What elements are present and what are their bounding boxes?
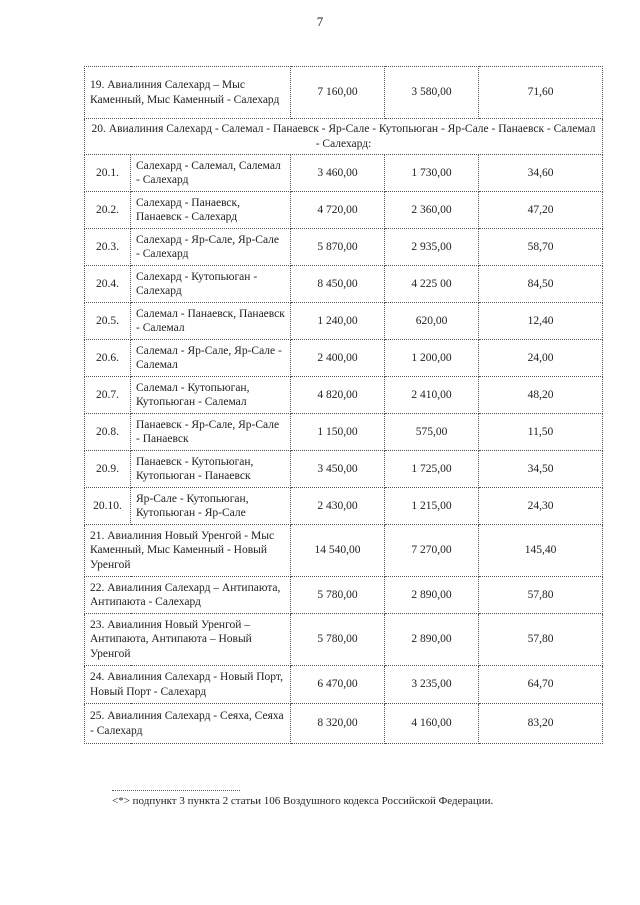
- fare-half-cell: 3 580,00: [385, 67, 479, 119]
- route-name-cell: Салемал - Кутопьюган, Кутопьюган - Салемал: [131, 377, 291, 414]
- fare-rate-cell: 48,20: [479, 377, 603, 414]
- page-number: 7: [316, 14, 324, 29]
- route-name-cell: Салехард - Яр-Сале, Яр-Сале - Салехард: [131, 229, 291, 266]
- fare-rate-cell: 12,40: [479, 303, 603, 340]
- fare-full-cell: 5 780,00: [291, 614, 385, 666]
- fare-full-cell: 7 160,00: [291, 67, 385, 119]
- row-index-cell: 20.3.: [85, 229, 131, 266]
- fare-rate-cell: 24,30: [479, 488, 603, 525]
- fare-full-cell: 8 320,00: [291, 704, 385, 744]
- fare-half-cell: 1 200,00: [385, 340, 479, 377]
- footnote-divider: [112, 790, 240, 791]
- fare-rate-cell: 64,70: [479, 666, 603, 704]
- fare-rate-cell: 58,70: [479, 229, 603, 266]
- fare-half-cell: 575,00: [385, 414, 479, 451]
- fare-half-cell: 2 935,00: [385, 229, 479, 266]
- table-row: [85, 119, 603, 155]
- fare-full-cell: 4 820,00: [291, 377, 385, 414]
- fare-full-cell: 14 540,00: [291, 525, 385, 577]
- route-name-cell: 21. Авиалиния Новый Уренгой - Мыс Каменный, Мыс Каменный - Новый Уренгой: [85, 525, 291, 577]
- fare-full-cell: 6 470,00: [291, 666, 385, 704]
- route-name-cell: 22. Авиалиния Салехард – Антипаюта, Антипаюта - Салехард: [85, 577, 291, 614]
- table-row: [85, 303, 603, 340]
- row-index-cell: 20.2.: [85, 192, 131, 229]
- fare-full-cell: 8 450,00: [291, 266, 385, 303]
- fare-rate-cell: 145,40: [479, 525, 603, 577]
- fare-half-cell: 4 225 00: [385, 266, 479, 303]
- table-row: [85, 614, 603, 666]
- row-index-cell: 20.6.: [85, 340, 131, 377]
- table-row: [85, 704, 603, 744]
- route-name-cell: Яр-Сале - Кутопьюган, Кутопьюган - Яр-Сале: [131, 488, 291, 525]
- route-name-cell: Салехард - Салемал, Салемал - Салехард: [131, 155, 291, 192]
- row-index-cell: 20.10.: [85, 488, 131, 525]
- fare-half-cell: 1 725,00: [385, 451, 479, 488]
- route-name-cell: Салехард - Панаевск, Панаевск - Салехард: [131, 192, 291, 229]
- fare-half-cell: 1 730,00: [385, 155, 479, 192]
- fare-half-cell: 620,00: [385, 303, 479, 340]
- fare-half-cell: 4 160,00: [385, 704, 479, 744]
- table-row: [85, 192, 603, 229]
- fare-rate-cell: 11,50: [479, 414, 603, 451]
- table-row: [85, 229, 603, 266]
- fare-half-cell: 2 410,00: [385, 377, 479, 414]
- route-name-cell: 23. Авиалиния Новый Уренгой – Антипаюта, Антипаюта – Новый Уренгой: [85, 614, 291, 666]
- fare-rate-cell: 57,80: [479, 577, 603, 614]
- table-row: [85, 666, 603, 704]
- fare-full-cell: 1 150,00: [291, 414, 385, 451]
- footnote: <*> подпункт 3 пункта 2 статьи 106 Воздушного кодекса Российской Федерации.: [112, 795, 494, 807]
- row-index-cell: 20.1.: [85, 155, 131, 192]
- route-name-cell: Салехард - Кутопьюган - Салехард: [131, 266, 291, 303]
- route-name-cell: Панаевск - Кутопьюган, Кутопьюган - Панаевск: [131, 451, 291, 488]
- table-row: [85, 488, 603, 525]
- fare-half-cell: 3 235,00: [385, 666, 479, 704]
- fare-rate-cell: 34,60: [479, 155, 603, 192]
- fare-rate-cell: 34,50: [479, 451, 603, 488]
- fare-full-cell: 2 400,00: [291, 340, 385, 377]
- fare-full-cell: 2 430,00: [291, 488, 385, 525]
- table-row: [85, 377, 603, 414]
- table-row: [85, 155, 603, 192]
- fare-rate-cell: 47,20: [479, 192, 603, 229]
- fare-half-cell: 2 890,00: [385, 614, 479, 666]
- fare-half-cell: 2 890,00: [385, 577, 479, 614]
- fare-rate-cell: 57,80: [479, 614, 603, 666]
- fare-full-cell: 5 780,00: [291, 577, 385, 614]
- route-name-cell: Салемал - Яр-Сале, Яр-Сале - Салемал: [131, 340, 291, 377]
- table-row: [85, 577, 603, 614]
- fare-full-cell: 1 240,00: [291, 303, 385, 340]
- fare-rate-cell: 84,50: [479, 266, 603, 303]
- route-name-cell: Панаевск - Яр-Сале, Яр-Сале - Панаевск: [131, 414, 291, 451]
- route-name-cell: 24. Авиалиния Салехард - Новый Порт, Новый Порт - Салехард: [85, 666, 291, 704]
- fare-half-cell: 2 360,00: [385, 192, 479, 229]
- row-index-cell: 20.9.: [85, 451, 131, 488]
- row-index-cell: 20.5.: [85, 303, 131, 340]
- fare-full-cell: 4 720,00: [291, 192, 385, 229]
- fare-rate-cell: 24,00: [479, 340, 603, 377]
- fare-rate-cell: 83,20: [479, 704, 603, 744]
- fares-table: [84, 66, 603, 744]
- route-name-cell: 19. Авиалиния Салехард – Мыс Каменный, Мыс Каменный - Салехард: [85, 67, 291, 119]
- fare-rate-cell: 71,60: [479, 67, 603, 119]
- fare-half-cell: 7 270,00: [385, 525, 479, 577]
- fares-table-body: [85, 67, 603, 744]
- table-row: [85, 525, 603, 577]
- table-row: [85, 266, 603, 303]
- table-row: [85, 340, 603, 377]
- row-index-cell: 20.8.: [85, 414, 131, 451]
- row-index-cell: 20.7.: [85, 377, 131, 414]
- table-row: [85, 451, 603, 488]
- route-group-header: 20. Авиалиния Салехард - Салемал - Панаевск - Яр-Сале - Кутопьюган - Яр-Сале - Панаевск - Салемал - Салехард:: [85, 119, 603, 155]
- route-name-cell: 25. Авиалиния Салехард - Сеяха, Сеяха - Салехард: [85, 704, 291, 744]
- route-name-cell: Салемал - Панаевск, Панаевск - Салемал: [131, 303, 291, 340]
- fare-full-cell: 3 460,00: [291, 155, 385, 192]
- row-index-cell: 20.4.: [85, 266, 131, 303]
- fare-full-cell: 5 870,00: [291, 229, 385, 266]
- fare-full-cell: 3 450,00: [291, 451, 385, 488]
- table-row: [85, 414, 603, 451]
- table-row: [85, 67, 603, 119]
- fare-half-cell: 1 215,00: [385, 488, 479, 525]
